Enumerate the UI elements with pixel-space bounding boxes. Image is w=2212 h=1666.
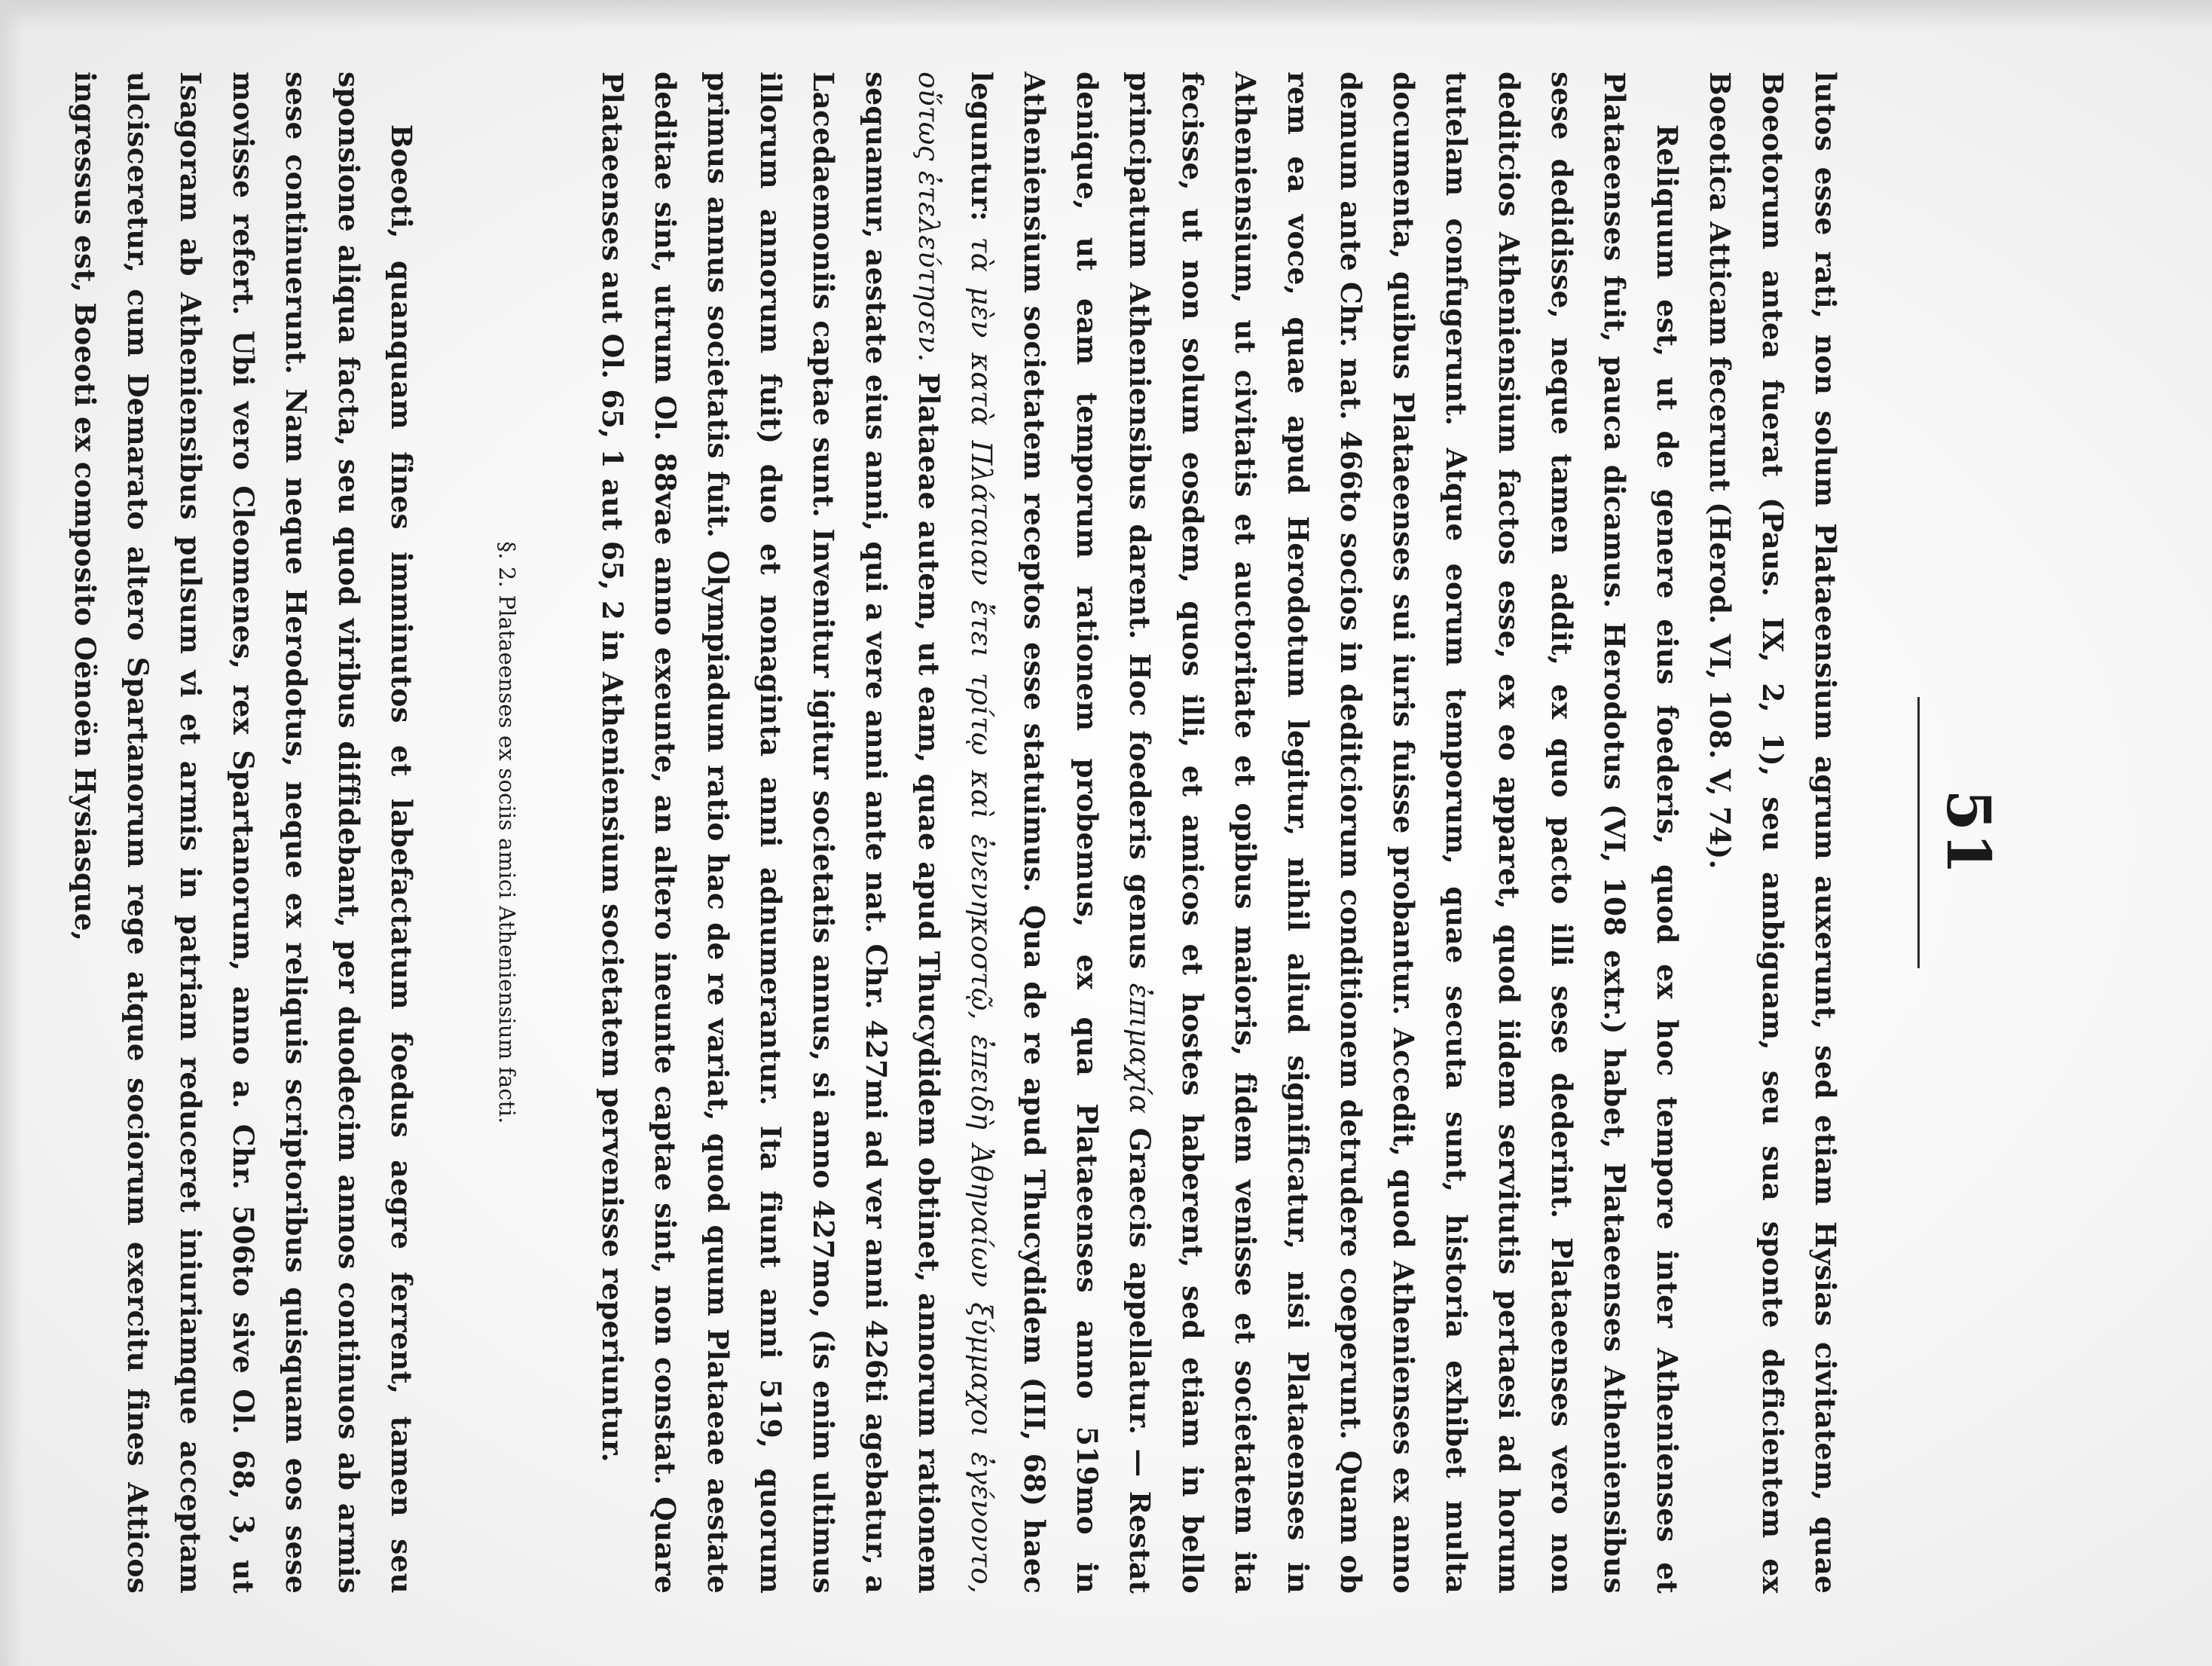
paragraph-2-part-3: Plataeae autem, ut eam, quae apud Thucydidem obtinet, annorum rationem sequamur, aestate eius anni, qui a vere anni ante nat. Chr. 427mi ad ver anni 426ti agebatur, a Lacedaemoniis captae sunt. Invenitur igitur societatis annus, si anno 427mo, (is enim ultimus illorum annorum fuit) duo et nonaginta anni adnumerantur. Ita fiunt anni 519, quorum primus annus societatis fuit. Olympiadum ratio hac de re variat, quod quum Plataeae aestate deditae sint, utrum Ol. 88vae anno exeunte, an altero ineunte captae sint, non constat. Quare Plataeenses aut Ol. 65, 1 aut 65, 2 in Atheniensium societatem pervenisse reperiuntur. [596, 72, 946, 1594]
paragraph-2 [586, 72, 1694, 1594]
paragraph-2-part-2: Graecis appellatur. — Restat denique, ut eam temporum rationem probemus, ex qua Plataeenses anno 519mo in Atheniensium societatem receptos esse statuimus. Qua de re apud Thucydidem (III, 68) haec leguntur: [965, 72, 1156, 1594]
greek-term-epimachia: ἐπιμαχία [1123, 983, 1156, 1114]
page-number [1933, 72, 2004, 1594]
body-text [59, 72, 1852, 1594]
rotated-page-content [69, 72, 2018, 1594]
page-number-text: 51 [1933, 789, 2004, 876]
paragraph-1: lutos esse rati, non solum Plataeensium agrum auxerunt, sed etiam Hysias civitatem, quae Boeotorum antea fuerat (Paus. IX, 2, 1), seu ambiguam, seu sua sponte deficientem ex Boeotica Atticam fecerunt (Herod. VI, 108. V, 74). [1703, 72, 1842, 1594]
header-rule [1917, 697, 1920, 968]
paragraph-2-part-1: Reliquum est, ut de genere eius foederis, quod ex hoc tempore inter Athenienses et Plataeenses fuit, pauca dicamus. Herodotus (VI, 108 extr.) habet, Plataeenses Atheniensibus sese dedidisse, neque tamen addit, ex quo pacto illi sese dederint. Plataeenses vero non deditcios Atheniensium factos esse, ex eo apparet, quod iidem servitutis pertaesi ad horum tutelam confugerunt. Atque eorum temporum, quae secuta sunt, historia exhibet multa documenta, quibus Plataeenses sui iuris fuisse probantur. Accedit, quod Athenienses ex anno demum ante Chr. nat. 466to socios in deditciorum conditionem detrudere coeperunt. Quam ob rem ea voce, quae apud Herodotum legitur, nihil aliud significatur, nisi Plataeenses in Atheniensium, ut civitatis et auctoritate et opibus maioris, fidem venisse et societatem ita fecisse, ut non solum eosdem, quos illi, et amicos et hostes haberent, sed etiam in bello principatum Atheniensibus darent. Hoc foederis genus [1123, 72, 1684, 1594]
greek-quotation-thucydides: τὰ μὲν κατὰ Πλάταιαν ἔτει τρίτῳ καὶ ἐνενηκοστῷ, ἐπειδὴ Ἀθηναίων ξύμμαχοι ἐγένοντο, οὕτως ἐτελεύτησεν. [912, 72, 998, 1594]
section-heading: §. 2. Plataeenses ex sociis amici Atheniensium facti. [494, 541, 520, 1124]
scan-shadow-left [0, 0, 23, 1666]
paragraph-3: Boeoti, quanquam fines imminutos et labefactatum foedus aegre ferrent, tamen seu sponsione aliqua facta, seu quod viribus diffidebant, per duodecim annos continuos ab armis sese continuerunt. Nam neque Herodotus, neque ex reliquis scriptoribus quisquam eos sese movisse refert. Ubi vero Cleomenes, rex Spartanorum, anno a. Chr. 506to sive Ol. 68, 3, ut Isagoram ab Atheniensibus pulsum vi et armis in patriam reduceret iniuriamque acceptam ulcisceretur, cum Demarato altero Spartanorum rege atque sociorum exercitu fines Atticos ingressus est, Boeoti ex composito Oënoën Hysiasque, [69, 72, 418, 1594]
scan-shadow-top [0, 0, 2212, 30]
